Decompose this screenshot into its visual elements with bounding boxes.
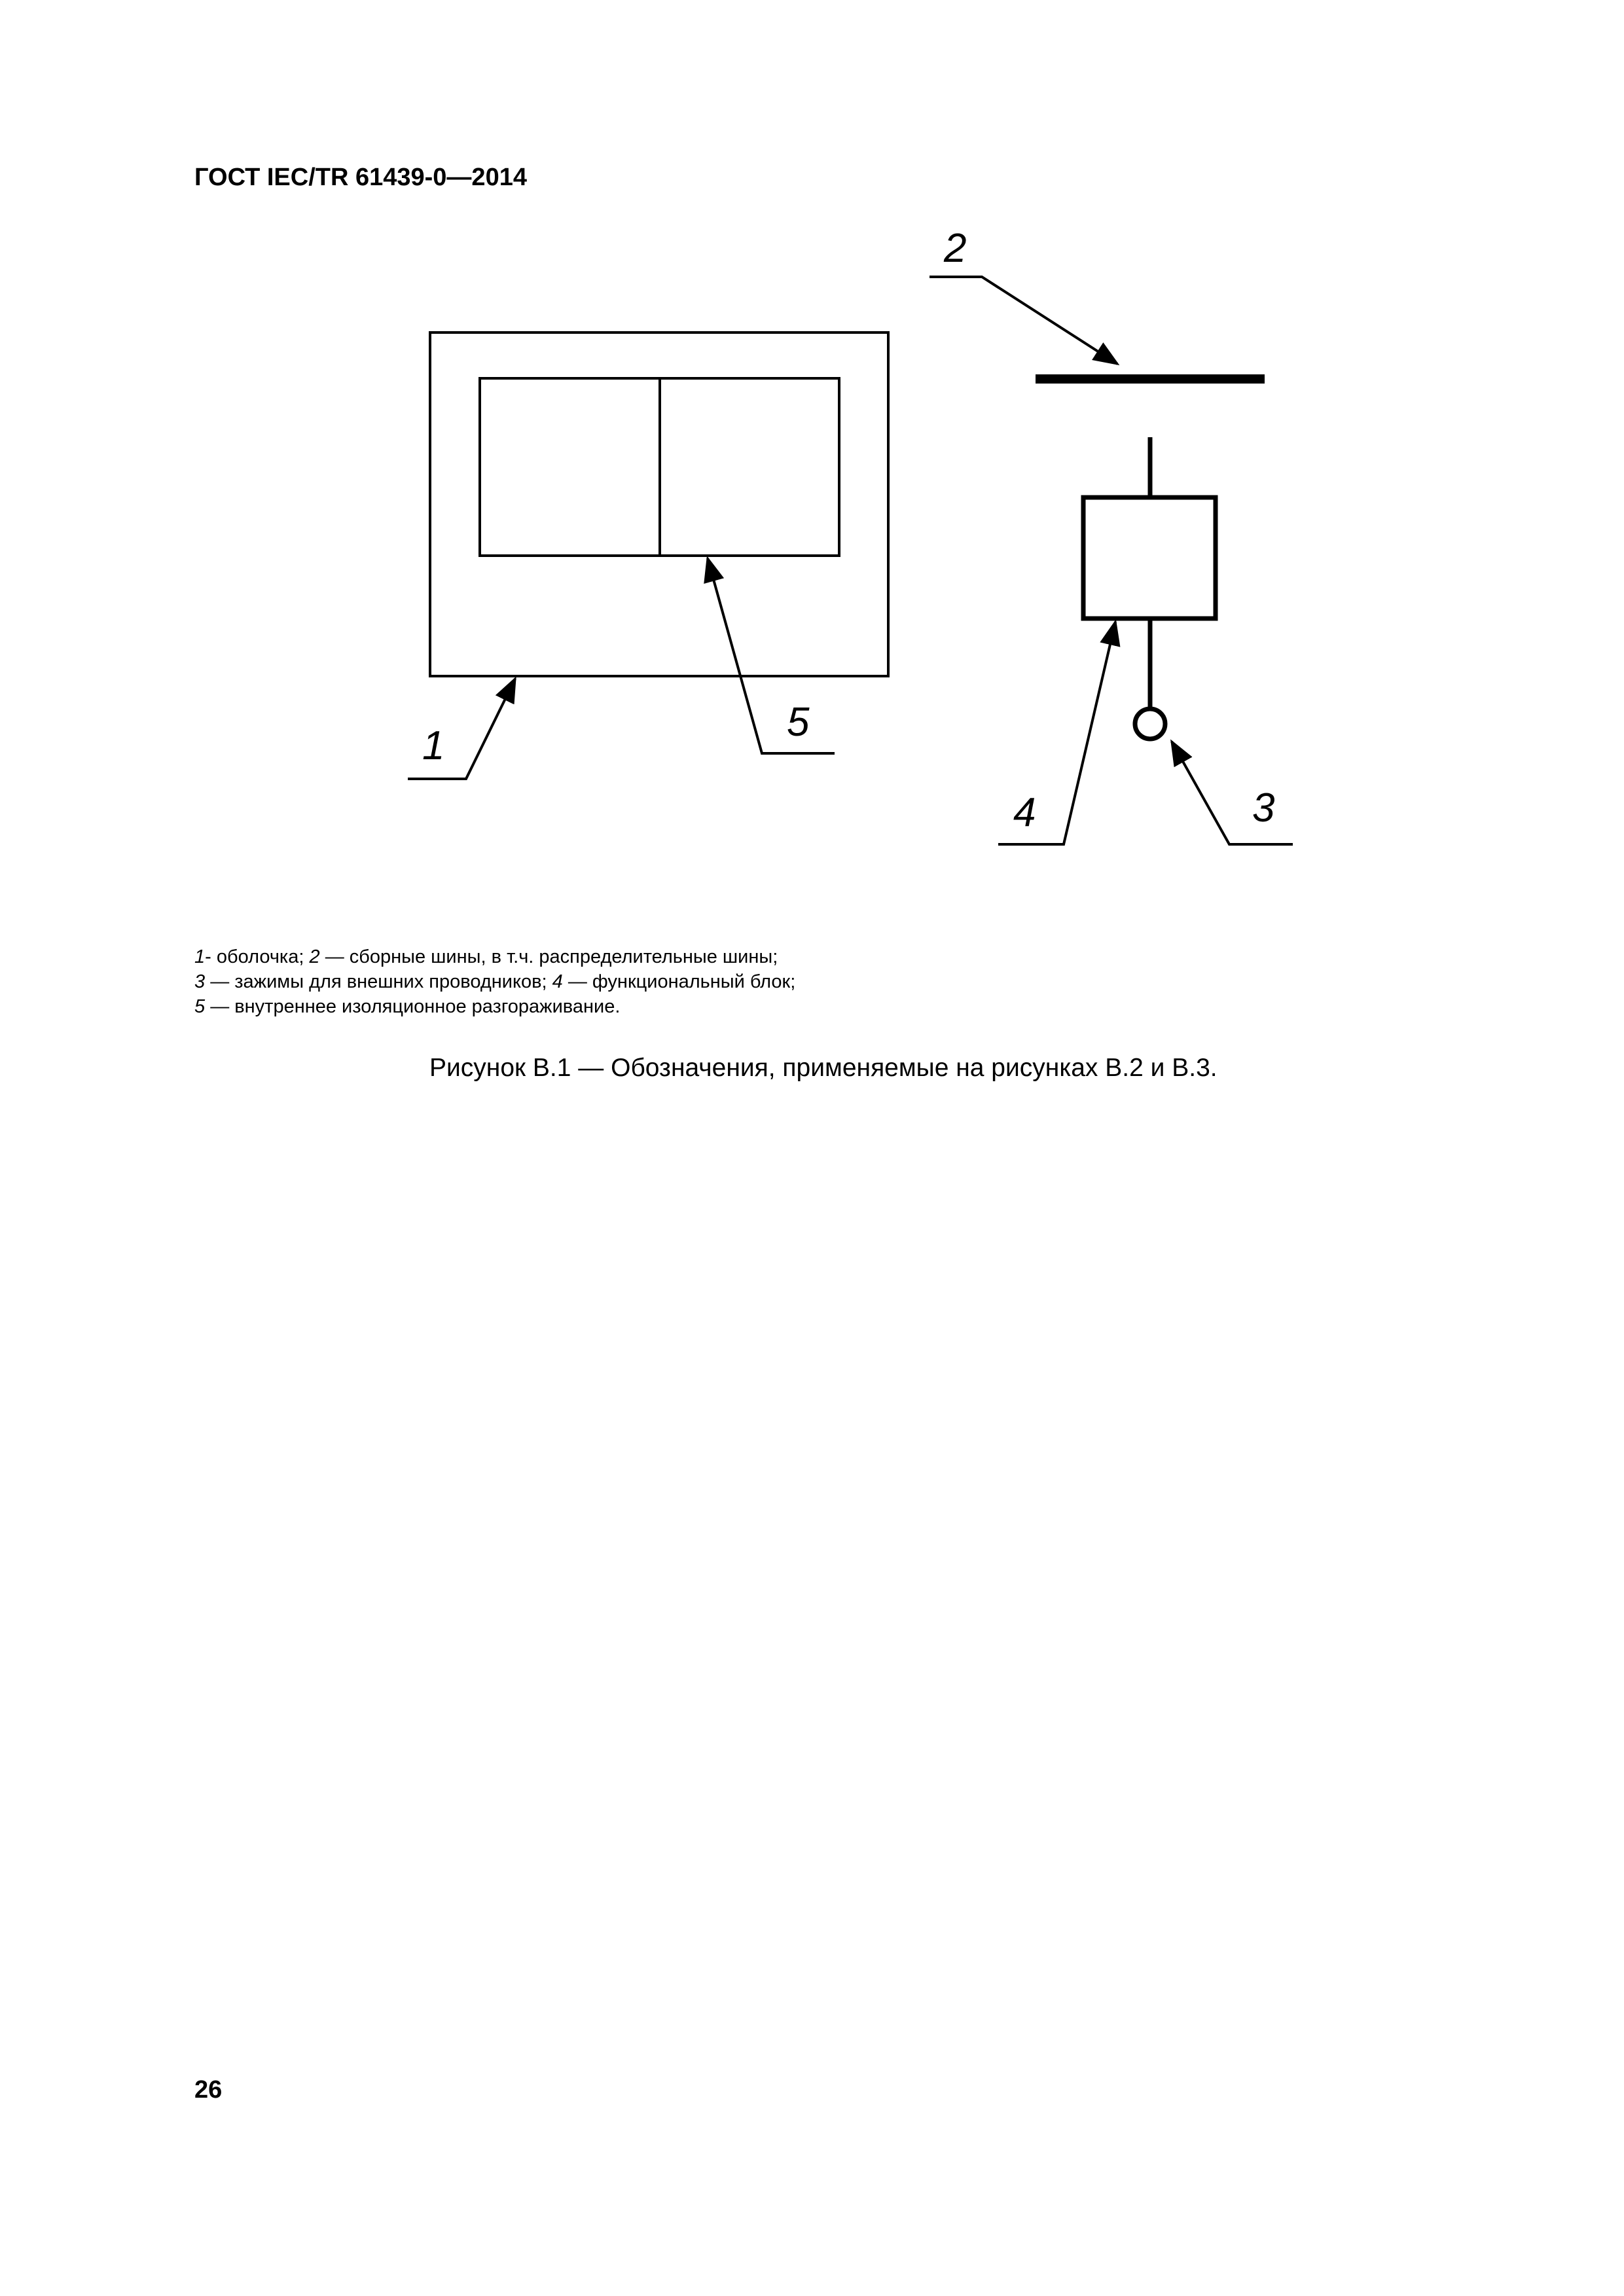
callout-2: 2 (944, 226, 967, 271)
legend-text: — сборные шины, в т.ч. распределительные шины; (319, 946, 778, 967)
legend-number: 2 (309, 946, 320, 967)
callout-5: 5 (787, 700, 810, 745)
inner-compartment-right (660, 378, 839, 556)
callout-1: 1 (422, 723, 445, 768)
figure-legend (194, 944, 795, 1019)
inner-compartment-left (480, 378, 660, 556)
document-header: ГОСТ IEC/TR 61439-0—2014 (194, 164, 527, 191)
callout-3: 3 (1252, 785, 1275, 831)
figure-caption-text: Рисунок В.1 — Обозначения, применяемые на рисунках В.2 и В.3. (429, 1054, 1218, 1082)
legend-number: 4 (552, 971, 563, 992)
legend-number: 1 (194, 946, 206, 967)
legend-text: — функциональный блок; (562, 971, 796, 992)
callout-4: 4 (1013, 790, 1036, 835)
legend-line-1 (194, 944, 795, 969)
legend-text: - оболочка; (205, 946, 310, 967)
figure-b1 (0, 0, 1624, 916)
page-number: 26 (194, 2076, 223, 2104)
legend-line-3 (194, 994, 795, 1019)
legend-text: — зажимы для внешних проводников; (205, 971, 552, 992)
legend-number: 5 (194, 996, 206, 1017)
legend-number: 3 (194, 971, 206, 992)
external-terminal-shape (1135, 709, 1165, 739)
legend-text: — внутреннее изоляционное разгораживание. (205, 996, 621, 1017)
functional-unit-shape (1083, 497, 1216, 619)
leader-line-5 (708, 558, 835, 753)
leader-line-2 (929, 277, 1117, 364)
legend-line-2 (194, 969, 795, 994)
